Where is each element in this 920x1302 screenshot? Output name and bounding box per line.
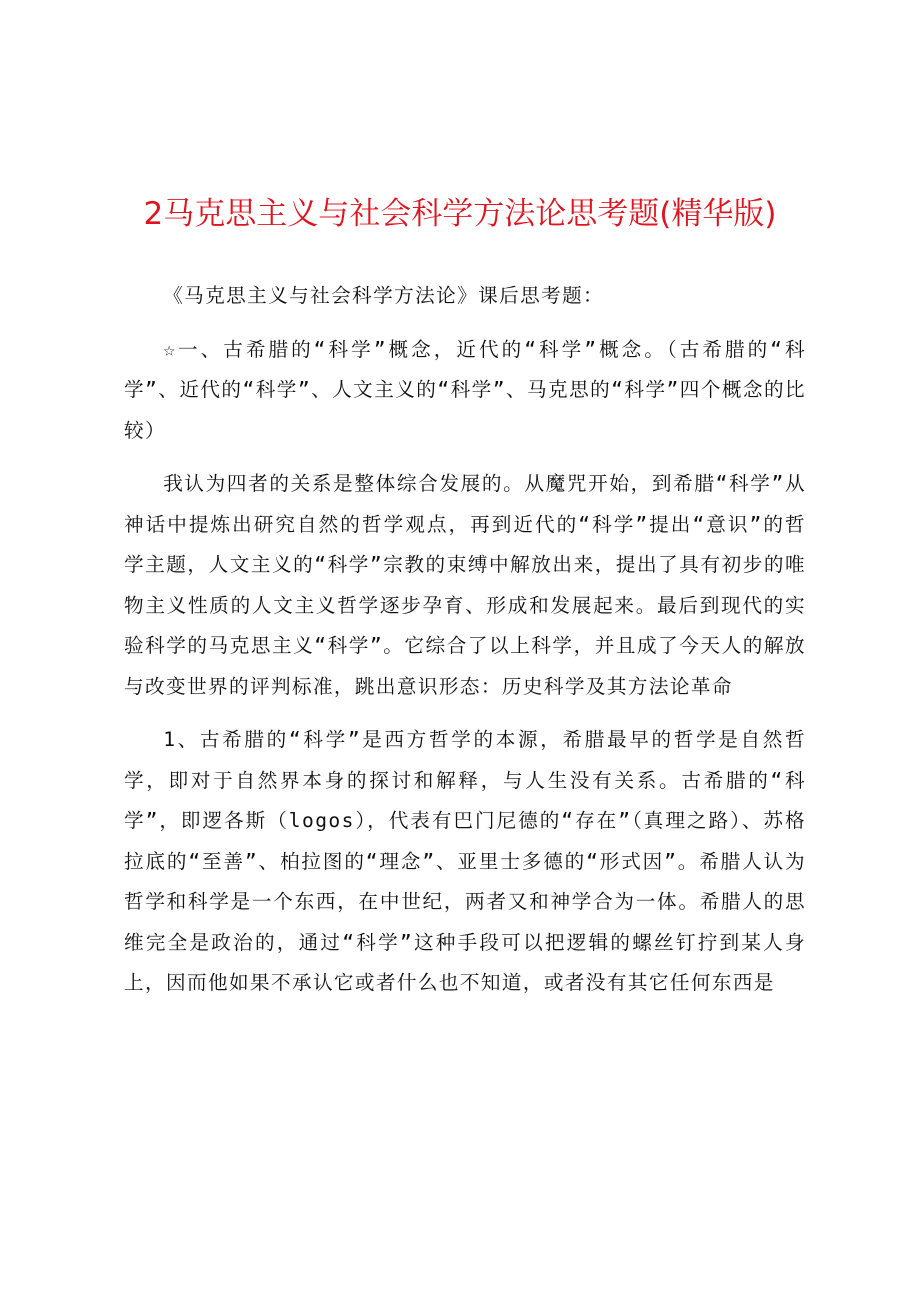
- paragraph-ancient-greek-science: 1、古希腊的“科学”是西方哲学的本源，希腊最早的哲学是自然哲学，即对于自然界本身的探讨和解释，与人生没有关系。古希腊的“科学”，即逻各斯（logos），代表有巴门尼德的“存在”（真理之路）、苏格拉底的“至善”、柏拉图的“理念”、亚里士多德的“形式因”。希腊人认为哲学和科学是一个东西，在中世纪，两者又和神学合为一体。希腊人的思维完全是政治的，通过“科学”这种手段可以把逻辑的螺丝钉拧到某人身上，因而他如果不承认它或者什么也不知道，或者没有其它任何东西是: [124, 728, 806, 994]
- paragraph-answer-summary: 我认为四者的关系是整体综合发展的。从魔咒开始，到希腊“科学”从神话中提炼出研究自然的哲学观点，再到近代的“科学”提出“意识”的哲学主题，人文主义的“科学”宗教的束缚中解放出来，提出了具有初步的唯物主义性质的人文主义哲学逐步孕育、形成和发展起来。最后到现代的实验科学的马克思主义“科学”。它综合了以上科学，并且成了今天人的解放与改变世界的评判标准，跳出意识形态：历史科学及其方法论革命: [124, 472, 806, 698]
- paragraph-intro: 《马克思主义与社会科学方法论》课后思考题：: [163, 284, 605, 307]
- document-body: [124, 276, 806, 1017]
- document-title: 2马克思主义与社会科学方法论思考题(精华版): [143, 196, 777, 232]
- paragraph-question-1: ☆一、古希腊的“科学”概念，近代的“科学”概念。（古希腊的“科学”、近代的“科学”、人文主义的“科学”、马克思的“科学”四个概念的比较）: [124, 337, 806, 442]
